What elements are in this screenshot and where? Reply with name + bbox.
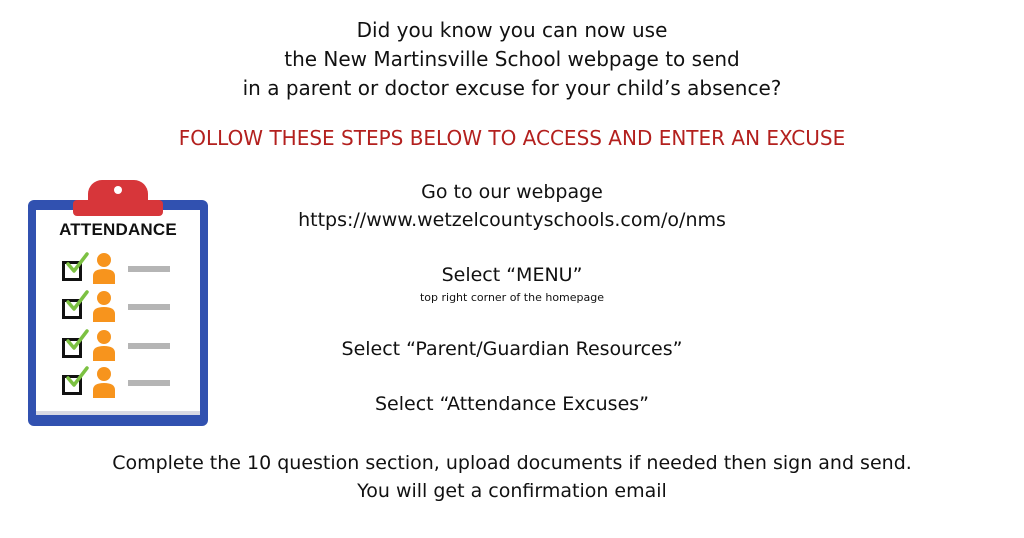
checkmark-icon [64,327,90,353]
checkmark-icon [64,364,90,390]
step-2-note: top right corner of the homepage [419,291,605,304]
step-4-title: Select “Attendance Excuses” [375,393,649,415]
attendance-row [28,366,208,400]
confirmation-note: You will get a confirmation email [357,480,667,502]
step-1-url: https://www.wetzelcountyschools.com/o/nms [298,209,726,231]
person-icon [92,366,116,398]
person-icon [92,290,116,322]
checkmark-icon [64,288,90,314]
name-line [128,380,170,386]
name-line [128,266,170,272]
name-line [128,304,170,310]
complete-instructions: Complete the 10 question section, upload documents if needed then sign and send. [112,452,912,474]
person-icon [92,252,116,284]
intro-line-3: in a parent or doctor excuse for your child’s absence? [242,76,782,100]
person-icon [92,329,116,361]
step-3-title: Select “Parent/Guardian Resources” [341,338,683,360]
intro-line-1: Did you know you can now use [356,18,668,42]
attendance-clipboard-illustration [28,180,208,426]
clip-hole [114,186,122,194]
attendance-row [28,329,208,363]
name-line [128,343,170,349]
intro-line-2: the New Martinsville School webpage to send [284,47,740,71]
clip-top [88,180,148,208]
checkmark-icon [64,250,90,276]
steps-heading: FOLLOW THESE STEPS BELOW TO ACCESS AND ENTER AN EXCUSE [178,126,846,150]
paper-shadow [36,411,200,415]
step-2-title: Select “MENU” [441,264,583,286]
attendance-title: ATTENDANCE [59,220,177,239]
attendance-row [28,290,208,324]
step-1-title: Go to our webpage [421,181,603,203]
attendance-row [28,252,208,286]
